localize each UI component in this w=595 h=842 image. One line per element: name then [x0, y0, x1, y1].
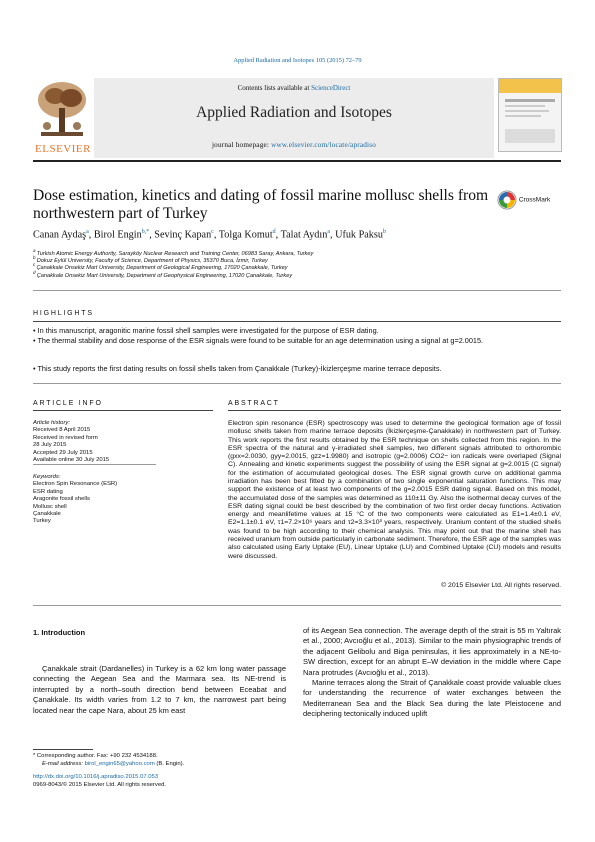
- author-separator: ,: [275, 229, 281, 241]
- abstract-copyright: © 2015 Elsevier Ltd. All rights reserved.: [441, 582, 561, 589]
- header-rule: [33, 160, 561, 162]
- author-name: Talat Aydın: [280, 229, 328, 241]
- author-name: Sevinç Kapan: [154, 229, 212, 241]
- abstract-heading: ABSTRACT: [228, 400, 280, 407]
- keyword: Electron Spin Resonance (ESR): [33, 481, 118, 488]
- affiliation-text: Çanakkale Onsekiz Mart University, Department of Geophysical Engineering, 17020 Çanakkale, Turkey: [36, 272, 293, 279]
- author-affiliation-mark[interactable]: b: [382, 229, 386, 235]
- highlight-text: This study reports the first dating results on fossil shells taken from Çanakkale (Turkey)-İkizlerçeşme marine terrace deposits.: [37, 364, 442, 373]
- crossmark-label: CrossMark: [518, 196, 551, 204]
- keywords-label: Keywords:: [33, 474, 61, 480]
- elsevier-wordmark: ELSEVIER: [35, 143, 91, 155]
- homepage-link[interactable]: www.elsevier.com/locate/apradiso: [271, 141, 377, 149]
- intro-paragraph: of its Aegean Sea connection. The average depth of the strait is 55 m Yaltırak et al., 2000; Avcıoğlu et al., 2013). Similar to the main physiographic trends of the adjacent Gelibolu and Biga peninsulas, it lies approximately in a NE-to-SW direction, except for an abrupt E–W deviation in the middle where Cape Nara protrudes (Avcıoğlu et al., 2013).: [303, 626, 561, 677]
- keyword: Turkey: [33, 518, 51, 525]
- journal-cover-thumbnail: [498, 78, 562, 152]
- contents-prefix: Contents lists available at: [237, 84, 312, 92]
- intro-column-2: [303, 626, 561, 720]
- author-name: Birol Engin: [93, 229, 142, 241]
- history-item: Received in revised form: [33, 434, 98, 441]
- article-info-rule: [33, 410, 213, 411]
- affiliation-text: Çanakkale Onsekiz Mart University, Department of Geological Engineering, 17020 Çanakkale, Turkey: [36, 265, 288, 272]
- article-history-label: Article history:: [33, 420, 70, 426]
- history-item: 28 July 2015: [33, 442, 67, 449]
- contents-line: [94, 84, 494, 92]
- article-history: [33, 420, 213, 465]
- elsevier-tree-logo: [33, 78, 91, 148]
- email-suffix: (B. Engin).: [154, 761, 185, 767]
- history-item: Available online 30 July 2015: [33, 457, 156, 465]
- highlights-rule: [33, 321, 561, 322]
- affiliation-mark: a: [33, 248, 37, 253]
- corresponding-author-note: * Corresponding author. Fax: +90 232 4534188.: [33, 753, 158, 759]
- affiliation-text: Dokuz Eylül University, Faculty of Science, Department of Physics, 35370 Buca, İzmir, Turkey: [36, 258, 268, 265]
- affiliation-mark: c: [33, 262, 37, 268]
- intro-column-1: Çanakkale strait (Dardanelles) in Turkey is a 62 km long water passage connecting the Aegean Sea and the Marmara sea. Its NE-trend is interrupted by a north–south direction bend between Eceabat and Çanakkale. Its width varies from 1.2 to 7 km, the narrowest part being located near the cape Nara, about 25 km east: [33, 664, 286, 715]
- affiliation-rule: [33, 290, 561, 291]
- email-note: [42, 761, 302, 768]
- author-affiliation-mark[interactable]: a: [86, 229, 89, 235]
- homepage-prefix: journal homepage:: [211, 141, 272, 149]
- keywords-block: [33, 474, 213, 526]
- sciencedirect-link[interactable]: ScienceDirect: [311, 84, 351, 92]
- abstract-bottom-rule: [33, 605, 561, 606]
- highlights-heading: HIGHLIGHTS: [33, 310, 94, 317]
- doi-text[interactable]: http://dx.doi.org/10.1016/j.apradiso.2015.07.053: [33, 774, 159, 780]
- abstract-text: Electron spin resonance (ESR) spectroscopy was used to determine the geological formation age of fossil mollusc shells taken from marine terrace deposits (İkizlerçeşme-Çanakkale) in northwestern part of Turkey. This work reports the first results obtained by the ESR technique on shells collected from this region. In the ESR spectra of the natural and γ-irradiated shell samples, two different signals attributed to orthorombic (gxx=2.0030, gyy=2.0015, gzz=1.9980) and isotropic (g=2.0006) CO2− ion radicals were overlaped (Signal C). Annealing and kinetic experiments suggest the possibility of using the ESR signal at g=2.0015 (C signal) for the estimation of accumulated geological doses. The ESR signal growth curve on additional gamma irradiation has been best fitted by a combination of two single exponential saturation functions. This may support the existence of at least two components of the g=2.0015 ESR dating signal. Based on this model, the accumulated dose of the samples was determined as 110±11 Gy. Also the isothermal decay curves of the ESR dating signal could be best described by the combination of two first order decay functions. Activation energy and meanlifetime values at 15 °C of the two components were calculated as E1=1.4±0.1 eV, E2=1.1±0.1 eV, τ1=7.2×10⁶ years and τ2=3.3×10³ years, respectively. Uranium content of the studied shells was found to be high according to their chemical analysis. This may point out that the marine shell has received uranium from outside particularly in carbonate sediment. Therefore, the ESR age of the samples was also calculated using Early Uptake (EU), Linear Uptake (LU) and Combined Uptake (CU) models and results were discussed.: [228, 420, 561, 560]
- keyword: Çanakkale: [33, 511, 61, 518]
- author-list: [33, 229, 561, 240]
- author-separator: ,: [213, 229, 219, 241]
- highlights-bottom-rule: [33, 383, 561, 384]
- highlight-text: The thermal stability and dose response of the ESR signals were found to be suitable for an age determination using a signal at g=2.0015.: [37, 336, 484, 345]
- journal-title: Applied Radiation and Isotopes: [196, 104, 392, 121]
- author-affiliation-mark[interactable]: d: [272, 229, 276, 235]
- keyword: Mollusc shell: [33, 503, 67, 510]
- keyword: Aragonite fossil shells: [33, 496, 90, 503]
- introduction-heading: 1. Introduction: [33, 628, 86, 637]
- issn-line: 0969-8043/© 2015 Elsevier Ltd. All rights reserved.: [33, 782, 167, 788]
- journal-homepage-line: [94, 141, 494, 149]
- abstract-rule: [228, 410, 561, 411]
- author-affiliation-mark[interactable]: b,*: [141, 229, 150, 235]
- author-separator: ,: [330, 229, 336, 241]
- crossmark-icon: [497, 190, 517, 210]
- affiliation-mark: d: [33, 269, 37, 275]
- highlight-text: In this manuscript, aragonitic marine fossil shell samples were investigated for the purpose of ESR dating.: [37, 326, 379, 335]
- history-item: Received 8 April 2015: [33, 427, 91, 434]
- author-separator: ,: [149, 229, 155, 241]
- affiliation-text: Turkish Atomic Energy Authority, Sarayköy Nuclear Research and Training Center, 06983 Saray, Ankara, Turkey: [36, 250, 314, 257]
- author-name: Tolga Komut: [218, 229, 273, 241]
- author-affiliation-mark[interactable]: c: [211, 229, 214, 235]
- highlight-item: • The thermal stability and dose response of the ESR signals were found to be suitable for an age determination using a signal at g=2.0015.: [33, 336, 484, 345]
- intro-paragraph: Marine terraces along the Strait of Çanakkale coast provide valuable clues for understanding the recurrence of water exchanges between the Mediterranean Sea and the Black Sea during the late Pleistocene and deciphering tectonically induced uplift: [303, 678, 561, 719]
- email-label: E-mail address:: [42, 761, 85, 767]
- article-info-heading: ARTICLE INFO: [33, 400, 103, 407]
- highlight-item: • In this manuscript, aragonitic marine fossil shell samples were investigated for the purpose of ESR dating.: [33, 326, 379, 335]
- author-affiliation-mark[interactable]: a: [327, 229, 330, 235]
- affiliation-mark: b: [33, 255, 37, 261]
- author-name: Ufuk Paksu: [335, 229, 383, 241]
- author-separator: ,: [88, 229, 94, 241]
- crossmark-badge[interactable]: [497, 190, 567, 212]
- highlight-item: • This study reports the first dating results on fossil shells taken from Çanakkale (Turkey)-İkizlerçeşme marine terrace deposits.: [33, 364, 442, 373]
- email-link[interactable]: birol_engin65@yahoo.com: [84, 761, 155, 767]
- history-item: Accepted 29 July 2015: [33, 449, 93, 456]
- footnote-rule: [33, 749, 93, 750]
- author-name: Canan Aydaş: [33, 229, 87, 241]
- doi-link[interactable]: [33, 774, 293, 781]
- paper-title: Dose estimation, kinetics and dating of fossil marine mollusc shells from northwestern part of Turkey: [33, 187, 489, 222]
- affiliation: [33, 270, 561, 279]
- journal-citation-line[interactable]: Applied Radiation and Isotopes 105 (2015) 72–79: [233, 57, 362, 64]
- keyword: ESR dating: [33, 488, 63, 495]
